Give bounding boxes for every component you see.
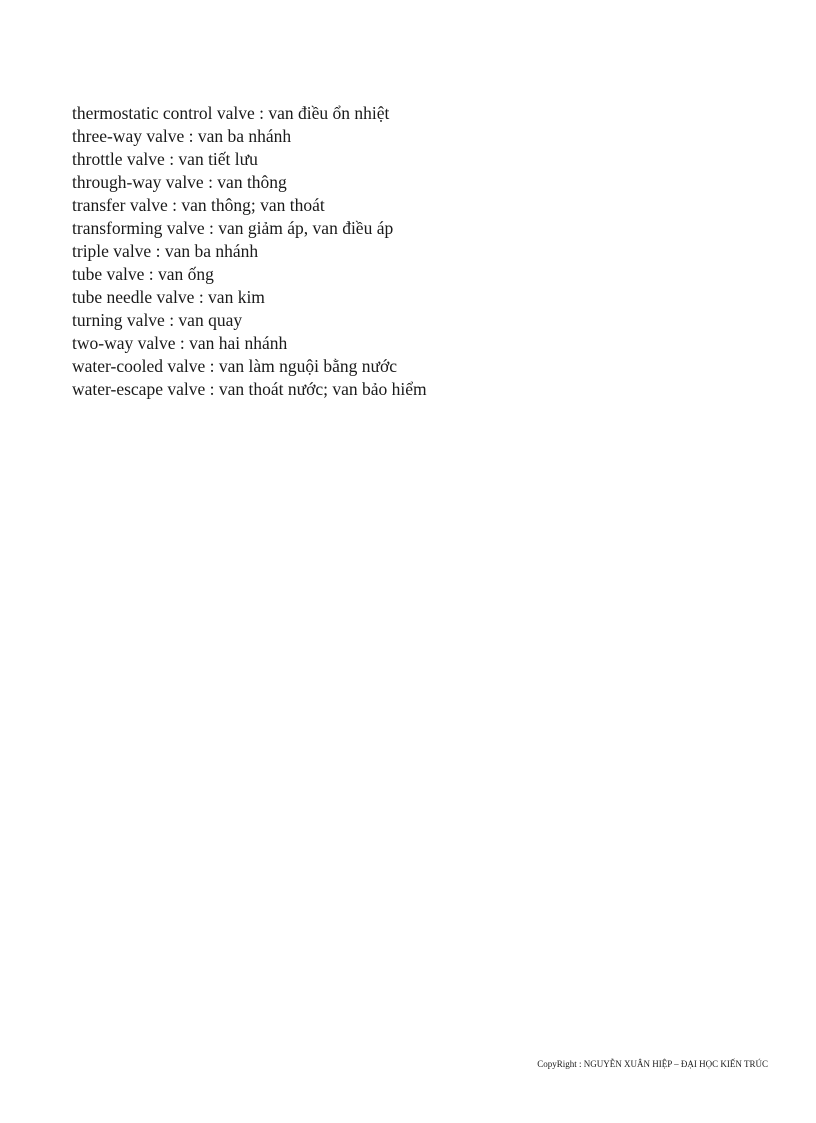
copyright-footer: CopyRight : NGUYỄN XUÂN HIỆP – ĐẠI HỌC KIẾN TRÚC bbox=[537, 1059, 768, 1069]
glossary-entry: throttle valve : van tiết lưu bbox=[72, 149, 258, 169]
glossary-entry: thermostatic control valve : van điều ổn nhiệt bbox=[72, 103, 390, 123]
glossary-entry: turning valve : van quay bbox=[72, 310, 243, 330]
glossary-entry: tube valve : van ống bbox=[72, 264, 214, 284]
glossary-entry: water-escape valve : van thoát nước; van bảo hiểm bbox=[72, 379, 427, 399]
glossary-entry: three-way valve : van ba nhánh bbox=[72, 126, 292, 146]
glossary-entry: triple valve : van ba nhánh bbox=[72, 241, 259, 261]
glossary-entry: tube needle valve : van kim bbox=[72, 287, 265, 307]
glossary-list bbox=[72, 102, 427, 401]
glossary-entry: two-way valve : van hai nhánh bbox=[72, 333, 288, 353]
glossary-entry: water-cooled valve : van làm nguội bằng nước bbox=[72, 356, 398, 376]
glossary-entry: transfer valve : van thông; van thoát bbox=[72, 195, 325, 215]
glossary-entry: through-way valve : van thông bbox=[72, 172, 287, 192]
glossary-entry: transforming valve : van giảm áp, van điều áp bbox=[72, 218, 394, 238]
